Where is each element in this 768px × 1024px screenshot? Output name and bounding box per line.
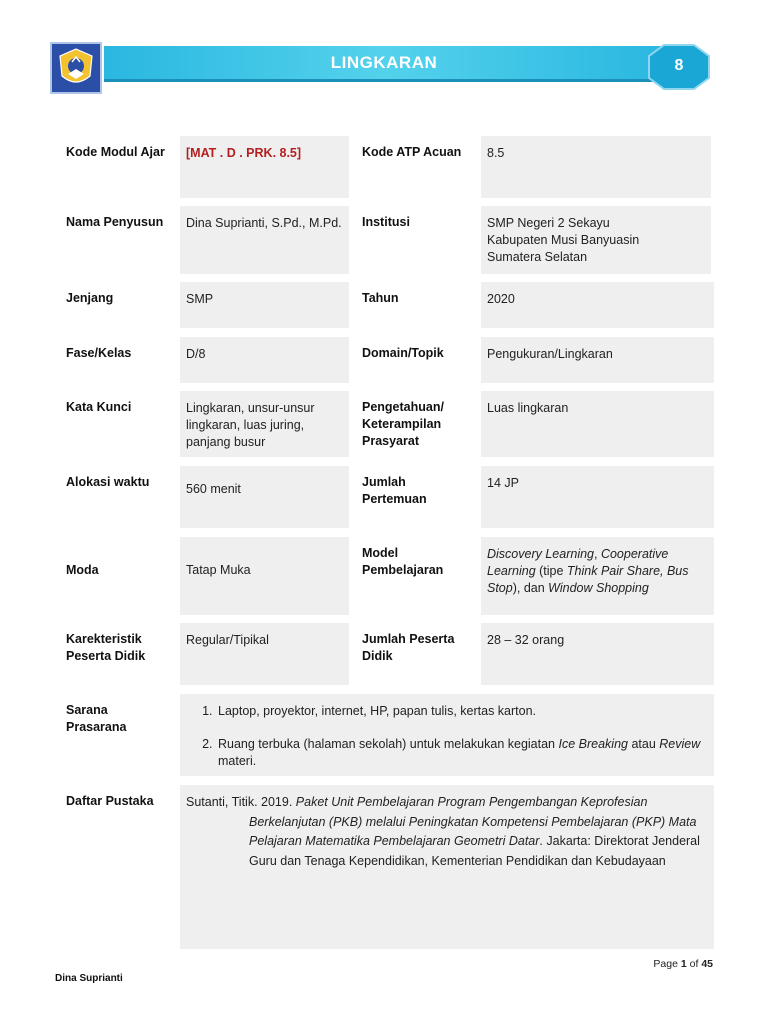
sarana-item-2-ice-breaking: Ice Breaking <box>558 737 628 751</box>
value-moda: Tatap Muka <box>180 537 349 615</box>
label-institusi: Institusi <box>362 215 410 229</box>
value-jumlah-pertemuan: 14 JP <box>481 466 714 528</box>
label-jenjang: Jenjang <box>66 291 114 305</box>
value-prasyarat: Luas lingkaran <box>481 391 714 457</box>
value-karakteristik: Regular/Tipikal <box>180 623 349 685</box>
sarana-item-2 <box>216 736 708 770</box>
page-badge <box>648 44 710 90</box>
kemdikbud-logo <box>50 42 102 94</box>
value-tahun: 2020 <box>481 282 714 328</box>
model-sep1: , <box>594 547 601 561</box>
label-jumlah-pertemuan: Jumlah Pertemuan <box>362 475 427 506</box>
label-nama-penyusun: Nama Penyusun <box>66 215 164 229</box>
logo-emblem-icon <box>52 44 100 92</box>
model-discovery: Discovery Learning <box>487 547 594 561</box>
value-institusi: SMP Negeri 2 Sekayu Kabupaten Musi Banyuasin Sumatera Selatan <box>481 206 711 274</box>
value-alokasi-waktu: 560 menit <box>180 466 349 528</box>
page-total: 45 <box>701 958 713 970</box>
label-kata-kunci: Kata Kunci <box>66 400 132 414</box>
pustaka-author: Sutanti, Titik. 2019. <box>186 795 296 809</box>
page-word: Page <box>653 958 681 970</box>
label-kode-atp: Kode ATP Acuan <box>362 145 462 159</box>
model-sep3: ), dan <box>512 581 549 595</box>
model-window-shopping: Window Shopping <box>548 581 649 595</box>
page-badge-number: 8 <box>674 57 684 74</box>
sarana-item-2-text-a: Ruang terbuka (halaman sekolah) untuk melakukan kegiatan <box>218 737 559 751</box>
label-daftar-pustaka: Daftar Pustaka <box>66 794 154 808</box>
pustaka-continuation <box>186 813 708 872</box>
value-kode-modul <box>180 136 349 198</box>
page-current: 1 <box>680 958 687 970</box>
label-moda: Moda <box>66 563 99 577</box>
sarana-item-2-text-e: materi. <box>218 754 257 768</box>
page-title: LINGKARAN <box>330 53 438 72</box>
label-karakteristik: Karekteristik Peserta Didik <box>66 632 146 663</box>
label-prasyarat: Pengetahuan/ Keterampilan Prasyarat <box>362 400 444 448</box>
label-alokasi-waktu: Alokasi waktu <box>66 475 150 489</box>
sarana-list <box>186 703 708 770</box>
kode-modul-code: [MAT . D . PRK. 8.5] <box>186 146 302 160</box>
label-model-pembelajaran: Model Pembelajaran <box>362 546 444 577</box>
sarana-item-2-review: Review <box>659 737 701 751</box>
value-jumlah-peserta: 28 – 32 orang <box>481 623 714 685</box>
model-sep2: (tipe <box>535 564 567 578</box>
label-sarana-prasarana: Sarana Prasarana <box>66 703 127 734</box>
value-model-pembelajaran <box>481 537 714 615</box>
value-sarana-prasarana <box>180 694 714 776</box>
value-nama-penyusun: Dina Suprianti, S.Pd., M.Pd. <box>180 206 349 274</box>
label-jumlah-peserta: Jumlah Peserta Didik <box>362 632 455 663</box>
label-tahun: Tahun <box>362 291 399 305</box>
title-banner <box>104 46 664 82</box>
page-number <box>653 958 713 970</box>
value-jenjang: SMP <box>180 282 349 328</box>
label-domain-topik: Domain/Topik <box>362 346 444 360</box>
value-domain-topik: Pengukuran/Lingkaran <box>481 337 714 383</box>
value-kode-atp: 8.5 <box>481 136 711 198</box>
pustaka-title-2: Berkelanjutan (PKB) melalui Peningkatan Kompetensi Pembelajaran (PKP) Mata Pelajaran Matematika Pembelajaran Geometri Datar <box>249 814 697 848</box>
pustaka-publisher: . Jakarta: Direktorat Jenderal Guru dan Tenaga Kependidikan, Kementerian Pendidikan dan Kebudayaan <box>249 834 700 868</box>
label-kode-modul: Kode Modul Ajar <box>66 145 165 159</box>
model-tipe: Think Pair Share, Bus Stop <box>487 564 689 595</box>
pustaka-first-line <box>186 793 708 813</box>
pustaka-title-1: Paket Unit Pembelajaran Program Pengembangan Keprofesian <box>295 795 648 809</box>
value-daftar-pustaka <box>180 785 714 949</box>
page-of: of <box>686 958 702 970</box>
value-kata-kunci: Lingkaran, unsur-unsur lingkaran, luas juring, panjang busur <box>180 391 349 457</box>
value-fase-kelas: D/8 <box>180 337 349 383</box>
label-fase-kelas: Fase/Kelas <box>66 346 132 360</box>
model-cooperative: Cooperative Learning <box>487 547 669 578</box>
footer-author: Dina Suprianti <box>55 973 123 984</box>
sarana-item-2-text-c: atau <box>627 737 660 751</box>
sarana-item-1: 1. Laptop, proyektor, internet, HP, papan tulis, kertas karton. <box>216 703 708 720</box>
